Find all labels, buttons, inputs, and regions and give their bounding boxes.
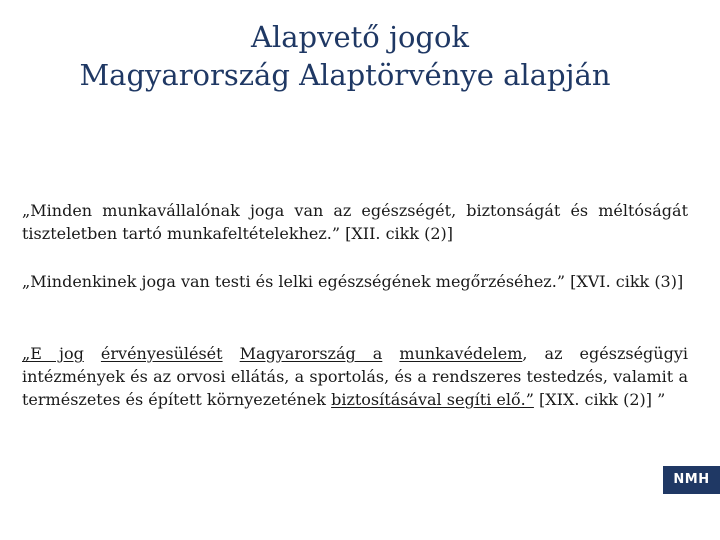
- nmh-logo: NMH: [663, 466, 720, 494]
- slide-title: [0, 18, 720, 94]
- plain-text: [382, 344, 399, 363]
- underlined-text: munkavédelem: [399, 344, 523, 363]
- quote-paragraph-xvi: „Mindenkinek joga van testi és lelki egészségének megőrzéséhez.” [XVI. cikk (3)]: [22, 272, 684, 291]
- plain-text: [XIX. cikk (2)] ”: [533, 390, 666, 409]
- quote-paragraph-xii: „Minden munkavállalónak joga van az egészségét, biztonságát és méltóságát tiszteletben tartó munkafeltételekhez.” [XII. cikk (2)]: [22, 201, 688, 243]
- title-line-2: Magyarország Alaptörvénye alapján: [79, 58, 611, 92]
- plain-text: [84, 344, 101, 363]
- plain-text: , az egészségügyi intézmények és az orvosi ellátás, a sportolás, és a rendszeres testedzés, valamit a természetes és épített környezetének: [22, 344, 688, 409]
- title-line-1: Alapvető jogok: [251, 20, 469, 54]
- underlined-text: biztosításával segíti elő.”: [331, 390, 534, 409]
- quote-paragraph-xix: [22, 342, 688, 411]
- plain-text: [223, 344, 240, 363]
- underlined-text: Magyarország a: [239, 344, 383, 363]
- underlined-text: „E jog: [22, 344, 84, 363]
- underlined-text: érvényesülését: [100, 344, 223, 363]
